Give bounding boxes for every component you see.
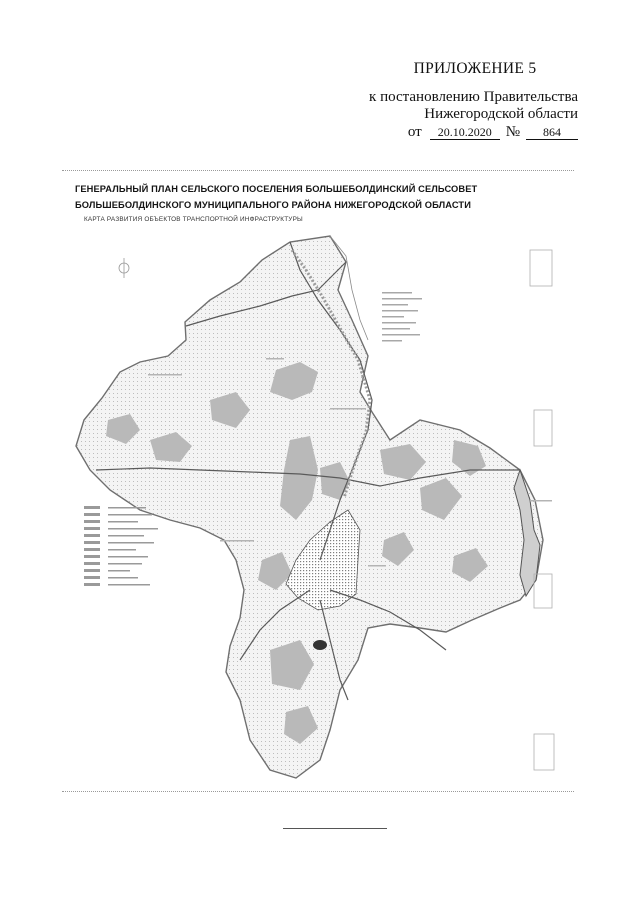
number-label: № [505,124,520,140]
date-label: от [407,124,422,140]
bottom-rule [283,828,387,829]
legend-right [382,292,422,342]
number-value: 864 [526,125,578,140]
map-subtitle: КАРТА РАЗВИТИЯ ОБЪЕКТОВ ТРАНСПОРТНОЙ ИНФРАСТРУКТУРЫ [84,216,303,223]
compass-icon [119,258,129,278]
pond [313,640,327,650]
map-title-line1: ГЕНЕРАЛЬНЫЙ ПЛАН СЕЛЬСКОГО ПОСЕЛЕНИЯ БОЛЬШЕБОЛДИНСКИЙ СЕЛЬСОВЕТ [75,184,478,194]
legend-left [84,506,158,586]
territory-boundary [76,236,543,778]
resolution-line: к постановлению Правительства [369,89,578,105]
appendix-title: ПРИЛОЖЕНИЕ 5 [413,60,537,77]
region-line: Нижегородской области [424,106,578,122]
map-title-line2: БОЛЬШЕБОЛДИНСКОГО МУНИЦИПАЛЬНОГО РАЙОНА НИЖЕГОРОДСКОЙ ОБЛАСТИ [75,200,471,210]
date-value: 20.10.2020 [430,125,500,140]
